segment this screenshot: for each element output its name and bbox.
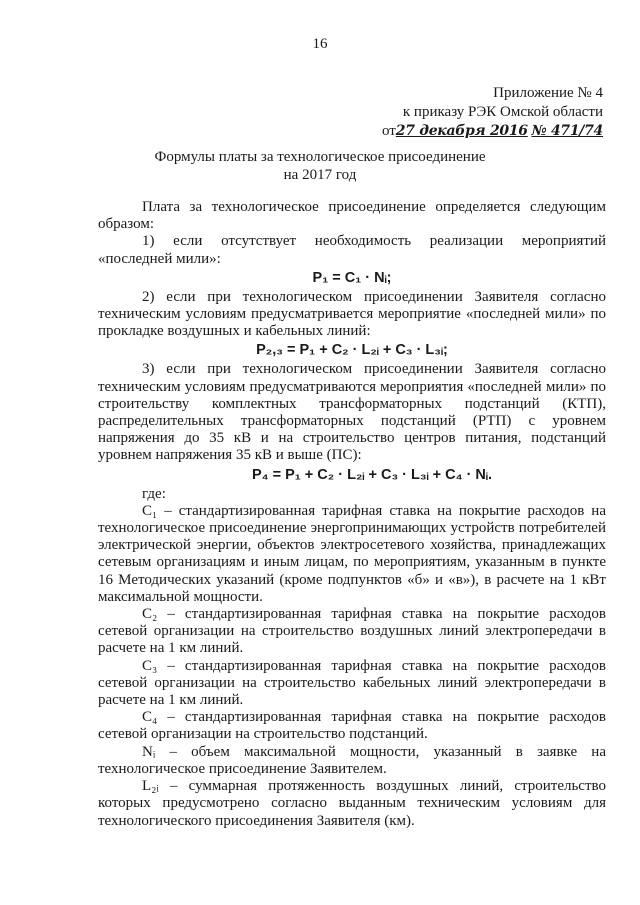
appendix-line-1: Приложение № 4 xyxy=(493,85,603,101)
handwritten-order-number: № 471/74 xyxy=(531,123,603,139)
appendix-line-2: к приказу РЭК Омской области xyxy=(402,104,603,120)
title-line-2: на 2017 год xyxy=(283,167,357,183)
page-number: 16 xyxy=(312,36,328,52)
case-1-paragraph: 1) если отсутствует необходимость реализации мероприятий «последней мили»: xyxy=(98,233,606,267)
appendix-reference xyxy=(382,84,603,141)
case-3-paragraph: 3) если при технологическом присоединении Заявителя согласно техническим условиям предусматриваются мероприятия «последней мили» по строительству комплектных трансформаторных подстанций (КТП), распределительных трансформаторных подстанций (РТП) с уровнем напряжения до 35 кВ и на строительство центров питания, подстанций уровнем напряжения 35 кВ и выше (ПС): xyxy=(98,361,606,464)
definition-c2: C₂ – стандартизированная тарифная ставка на покрытие расходов сетевой организации на строительство воздушных линий электропередачи в расчете на 1 км линий. xyxy=(98,606,606,657)
document-body xyxy=(98,199,606,830)
appendix-line-3 xyxy=(382,122,603,141)
handwritten-date: 27 декабря 2016 xyxy=(395,123,528,139)
where-label: где: xyxy=(142,485,166,502)
case-2-paragraph: 2) если при технологическом присоединении Заявителя согласно техническим условиям предусматривается мероприятие «последней мили» по прокладке воздушных и кабельных линий: xyxy=(98,288,606,340)
formula-1: P₁ = C₁ · Nᵢ; xyxy=(312,269,392,286)
definition-ni: Nᵢ – объем максимальной мощности, указанный в заявке на технологическое присоединение Заявителем. xyxy=(98,743,606,777)
intro-paragraph: Плата за технологическое присоединение определяется следующим образом: xyxy=(98,199,606,233)
formula-3: P₄ = P₁ + C₂ · L₂ᵢ + C₃ · L₃ᵢ + C₄ · Nᵢ. xyxy=(252,466,492,483)
definition-c3: C₃ – стандартизированная тарифная ставка на покрытие расходов сетевой организации на строительство кабельных линий электропередачи в расчете на 1 км линий. xyxy=(98,657,606,709)
definition-c4: C₄ – стандартизированная тарифная ставка на покрытие расходов сетевой организации на строительство подстанций. xyxy=(98,709,606,743)
formula-2: P₂,₃ = P₁ + C₂ · L₂ᵢ + C₃ · L₃ᵢ; xyxy=(256,342,448,359)
appendix-date-prefix: от xyxy=(381,123,396,139)
document-title xyxy=(0,148,640,184)
definition-l2i: L₂ᵢ – суммарная протяженность воздушных линий, строительство которых предусмотрено согласно выданным техническим условиям для технологического присоединения Заявителя (км). xyxy=(98,778,606,829)
definition-c1: C₁ – стандартизированная тарифная ставка на покрытие расходов на технологическое присоединение энергопринимающих устройств потребителей электрической энергии, объектов электросетевого хозяйства, принадлежащих сетевым организациям и иным лицам, по мероприятиям, указанным в пункте 16 Методических указаний (кроме подпунктов «б» и «в»), в расчете на 1 кВт максимальной мощности. xyxy=(98,502,606,605)
title-line-1: Формулы платы за технологическое присоединение xyxy=(154,149,486,165)
